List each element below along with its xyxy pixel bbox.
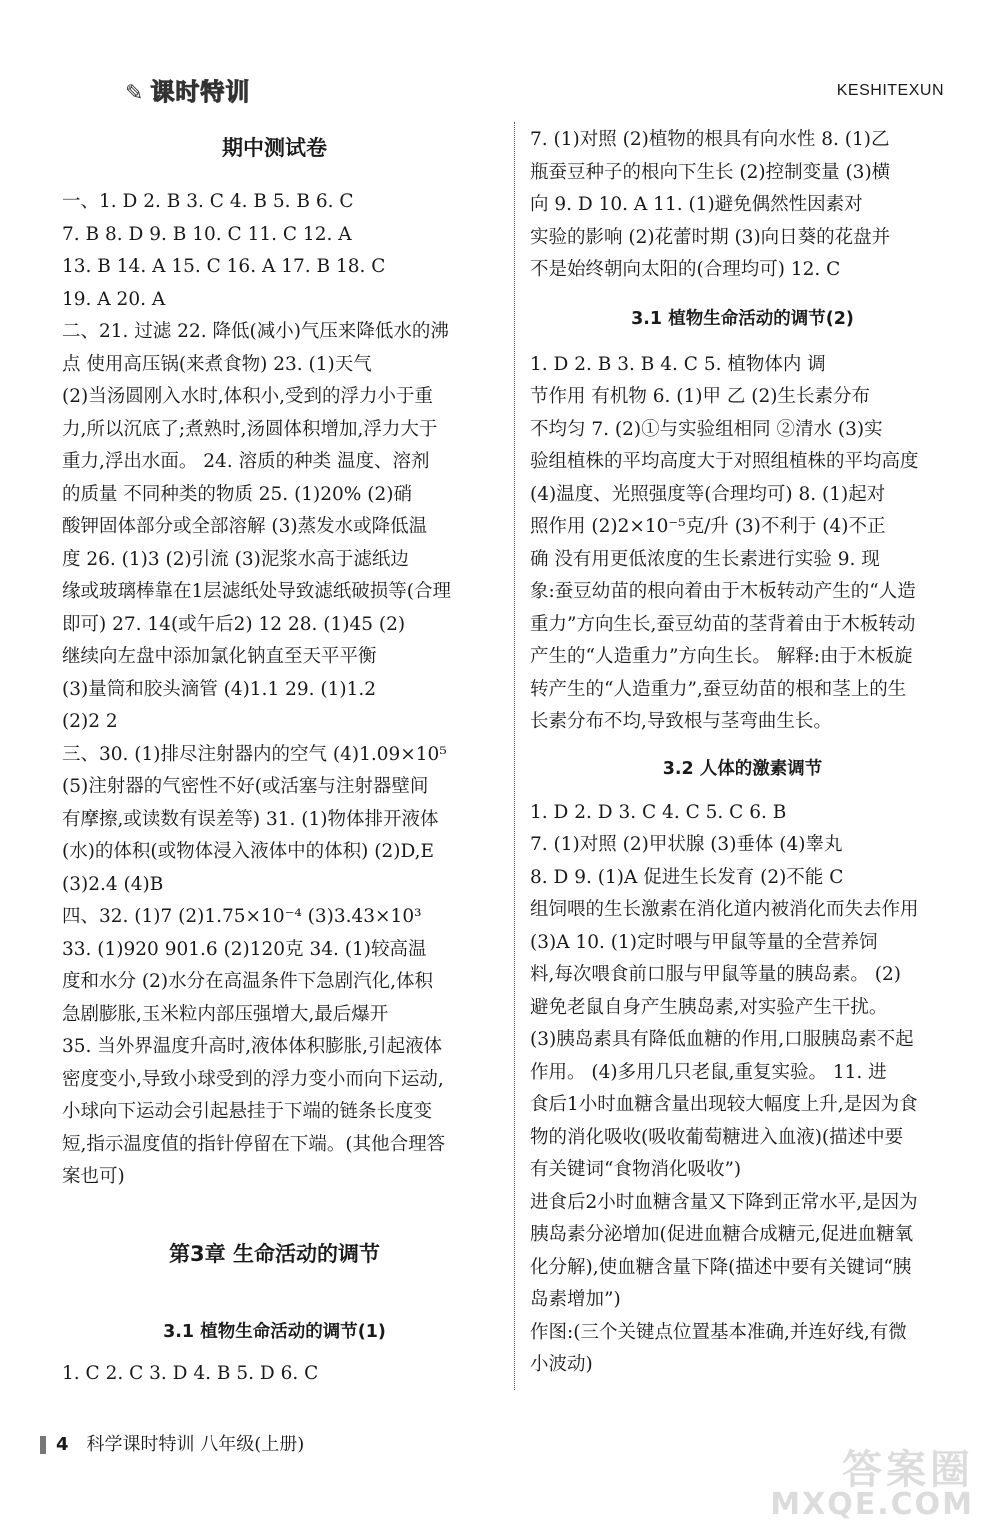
watermark-url: MXQE.COM (770, 1487, 974, 1522)
answer-line: (3)A 10. (1)定时喂与甲鼠等量的全营养饲 (530, 931, 878, 953)
answer-line: 力,所以沉底了;煮熟时,汤圆体积增加,浮力大于 (62, 418, 438, 440)
answer-line: (3)胰岛素具有降低血糖的作用,口服胰岛素不起 (530, 1029, 914, 1050)
answer-line: 不是始终朝向太阳的(合理均可) 12. C (530, 259, 841, 280)
answer-line: 进食后2小时血糖含量又下降到正常水平,是因为 (530, 1191, 918, 1213)
answer-line: 确 没有用更低浓度的生长素进行实验 9. 现 (530, 548, 880, 570)
answer-line: 瓶蚕豆种子的根向下生长 (2)控制变量 (3)横 (530, 161, 891, 183)
answer-line: 不均匀 7. (2)①与实验组相同 ②清水 (3)实 (530, 418, 883, 440)
answer-line: 岛素增加”) (530, 1289, 621, 1310)
answer-line: 作图:(三个关键点位置基本准确,并连好线,有微 (530, 1321, 907, 1343)
answer-line: (2)当汤圆刚入水时,体积小,受到的浮力小于重 (62, 386, 433, 407)
answer-line: 7. (1)对照 (2)甲状腺 (3)垂体 (4)睾丸 (530, 834, 843, 855)
answer-line: 8. D 9. (1)A 促进生长发育 (2)不能 C (530, 866, 844, 888)
section-title-3-1-1: 3.1 植物生命活动的调节(1) (163, 1321, 386, 1342)
column-divider (514, 122, 515, 1390)
answer-line: 一、1. D 2. B 3. C 4. B 5. B 6. C (62, 191, 354, 212)
answer-line: 组饲喂的生长激素在消化道内被消化而失去作用 (530, 899, 919, 920)
answer-line: 化分解),使血糖含量下降(描述中要有关键词“胰 (530, 1256, 912, 1278)
answer-line: (水)的体积(或物体浸入液体中的体积) (2)D,E (62, 841, 435, 862)
exam-answers (62, 186, 487, 1194)
answer-line: 继续向左盘中添加氯化钠直至天平平衡 (62, 646, 377, 667)
answer-line: (5)注射器的气密性不好(或活塞与注射器壁间 (62, 776, 429, 797)
answer-line: 有摩擦,或读数有误差等) 31. (1)物体排开液体 (62, 808, 439, 830)
book-title: 科学课时特训 八年级(上册) (86, 1434, 305, 1455)
answer-line: 实验的影响 (2)花蕾时期 (3)向日葵的花盘并 (530, 226, 891, 248)
answer-line: 点 使用高压锅(来煮食物) 23. (1)天气 (62, 353, 372, 375)
answer-line: 35. 当外界温度升高时,液体体积膨胀,引起液体 (62, 1036, 443, 1057)
answer-line: 短,指示温度值的指针停留在下端。(其他合理答 (62, 1133, 446, 1155)
answer-line: (3)量筒和胶头滴管 (4)1.1 29. (1)1.2 (62, 678, 377, 700)
logo-text: 课时特训 (150, 78, 251, 106)
answer-line: 三、30. (1)排尽注射器内的空气 (4)1.09×10⁵ (62, 743, 447, 765)
answer-line: 13. B 14. A 15. C 16. A 17. B 18. C (62, 256, 386, 277)
answer-line: 19. A 20. A (62, 288, 166, 310)
section-title-3-1-2: 3.1 植物生命活动的调节(2) (631, 308, 854, 329)
answer-line: (2)2 2 (62, 711, 118, 732)
answer-line: 照作用 (2)2×10⁻⁵克/升 (3)不利于 (4)不正 (530, 516, 886, 537)
answer-line: 度和水分 (2)水分在高温条件下急剧汽化,体积 (62, 971, 433, 992)
answer-line: 节作用 有机物 6. (1)甲 乙 (2)生长素分布 (530, 386, 870, 407)
brand-text: KESHITEXUN (836, 82, 944, 99)
answer-line: 有关键词“食物消化吸收”) (530, 1159, 742, 1180)
answer-line: 7. B 8. D 9. B 10. C 11. C 12. A (62, 223, 352, 245)
answer-line: 缘或玻璃棒靠在1层滤纸处导致滤纸破损等(合理 (62, 581, 451, 602)
section-answers-3-1-1 (62, 1358, 487, 1391)
answer-line: 重力”方向生长,蚕豆幼苗的茎背着由于木板转动 (530, 613, 916, 635)
answer-line: 1. D 2. D 3. C 4. C 5. C 6. B (530, 801, 787, 823)
answer-line: 即可) 27. 14(或午后2) 12 28. (1)45 (2) (62, 613, 406, 635)
answer-line: (3)2.4 (4)B (62, 873, 164, 895)
watermark-text: 答案圈 (842, 1447, 974, 1493)
answer-line: 料,每次喂食前口服与甲鼠等量的胰岛素。 (2) (530, 964, 901, 985)
answer-line: 1. C 2. C 3. D 4. B 5. D 6. C (62, 1362, 319, 1384)
section-answers-continued (530, 124, 955, 287)
answer-line: 避免老鼠自身产生胰岛素,对实验产生干扰。 (530, 996, 888, 1018)
answer-line: 物的消化吸收(吸收葡萄糖进入血液)(描述中要 (530, 1126, 904, 1148)
answer-line: 胰岛素分泌增加(促进血糖合成糖元,促进血糖氧 (530, 1224, 914, 1245)
answer-line: 急剧膨胀,玉米粒内部压强增大,最后爆开 (62, 1003, 389, 1025)
answer-line: 验组植株的平均高度大于对照组植株的平均高度 (530, 451, 919, 472)
chapter-title: 第3章 生命活动的调节 (169, 1241, 380, 1266)
page-header (0, 0, 1000, 120)
answer-line: 小球向下运动会引起悬挂于下端的链条长度变 (62, 1101, 433, 1122)
section-title-3-2: 3.2 人体的激素调节 (662, 758, 823, 779)
answer-line: 食后1小时血糖含量出现较大幅度上升,是因为食 (530, 1094, 918, 1115)
answer-line: 度 26. (1)3 (2)引流 (3)泥浆水高于滤纸边 (62, 548, 409, 570)
answer-line: 的质量 不同种类的物质 25. (1)20% (2)硝 (62, 483, 412, 505)
answer-line: 象:蚕豆幼苗的根向着由于木板转动产生的“人造 (530, 581, 916, 602)
section-answers-3-2 (530, 797, 955, 1382)
answer-line: 作用。 (4)多用几只老鼠,重复实验。 11. 进 (530, 1061, 887, 1083)
pen-icon: ✎ (125, 81, 145, 106)
answer-line: 案也可) (62, 1166, 125, 1187)
logo (125, 72, 250, 107)
watermark (770, 1447, 974, 1522)
page-footer (40, 1430, 304, 1456)
answer-line: 长素分布不均,导致根与茎弯曲生长。 (530, 711, 832, 732)
answer-line: 产生的“人造重力”方向生长。 解释:由于木板旋 (530, 646, 913, 667)
right-column (530, 120, 955, 1382)
answer-line: (4)温度、光照强度等(合理均可) 8. (1)起对 (530, 483, 886, 505)
answer-line: 酸钾固体部分或全部溶解 (3)蒸发水或降低温 (62, 516, 428, 537)
answer-line: 二、21. 过滤 22. 降低(减小)气压来降低水的沸 (62, 321, 449, 342)
answer-line: 7. (1)对照 (2)植物的根具有向水性 8. (1)乙 (530, 129, 890, 150)
exam-title: 期中测试卷 (222, 136, 327, 160)
page-number: 4 (56, 1434, 69, 1455)
answer-line: 转产生的“人造重力”,蚕豆幼苗的根和茎上的生 (530, 678, 907, 700)
answer-line: 四、32. (1)7 (2)1.75×10⁻⁴ (3)3.43×10³ (62, 906, 422, 927)
section-answers-3-1-2 (530, 349, 955, 739)
answer-line: 重力,浮出水面。 24. 溶质的种类 温度、溶剂 (62, 451, 430, 472)
footer-bar (40, 1436, 46, 1454)
answer-line: 向 9. D 10. A 11. (1)避免偶然性因素对 (530, 194, 863, 215)
answer-line: 小波动) (530, 1354, 593, 1375)
answer-line: 密度变小,导致小球受到的浮力变小而向下运动, (62, 1068, 444, 1090)
answer-line: 33. (1)920 901.6 (2)120克 34. (1)较高温 (62, 938, 427, 960)
answer-line: 1. D 2. B 3. B 4. C 5. 植物体内 调 (530, 353, 826, 375)
left-column (62, 120, 487, 1390)
